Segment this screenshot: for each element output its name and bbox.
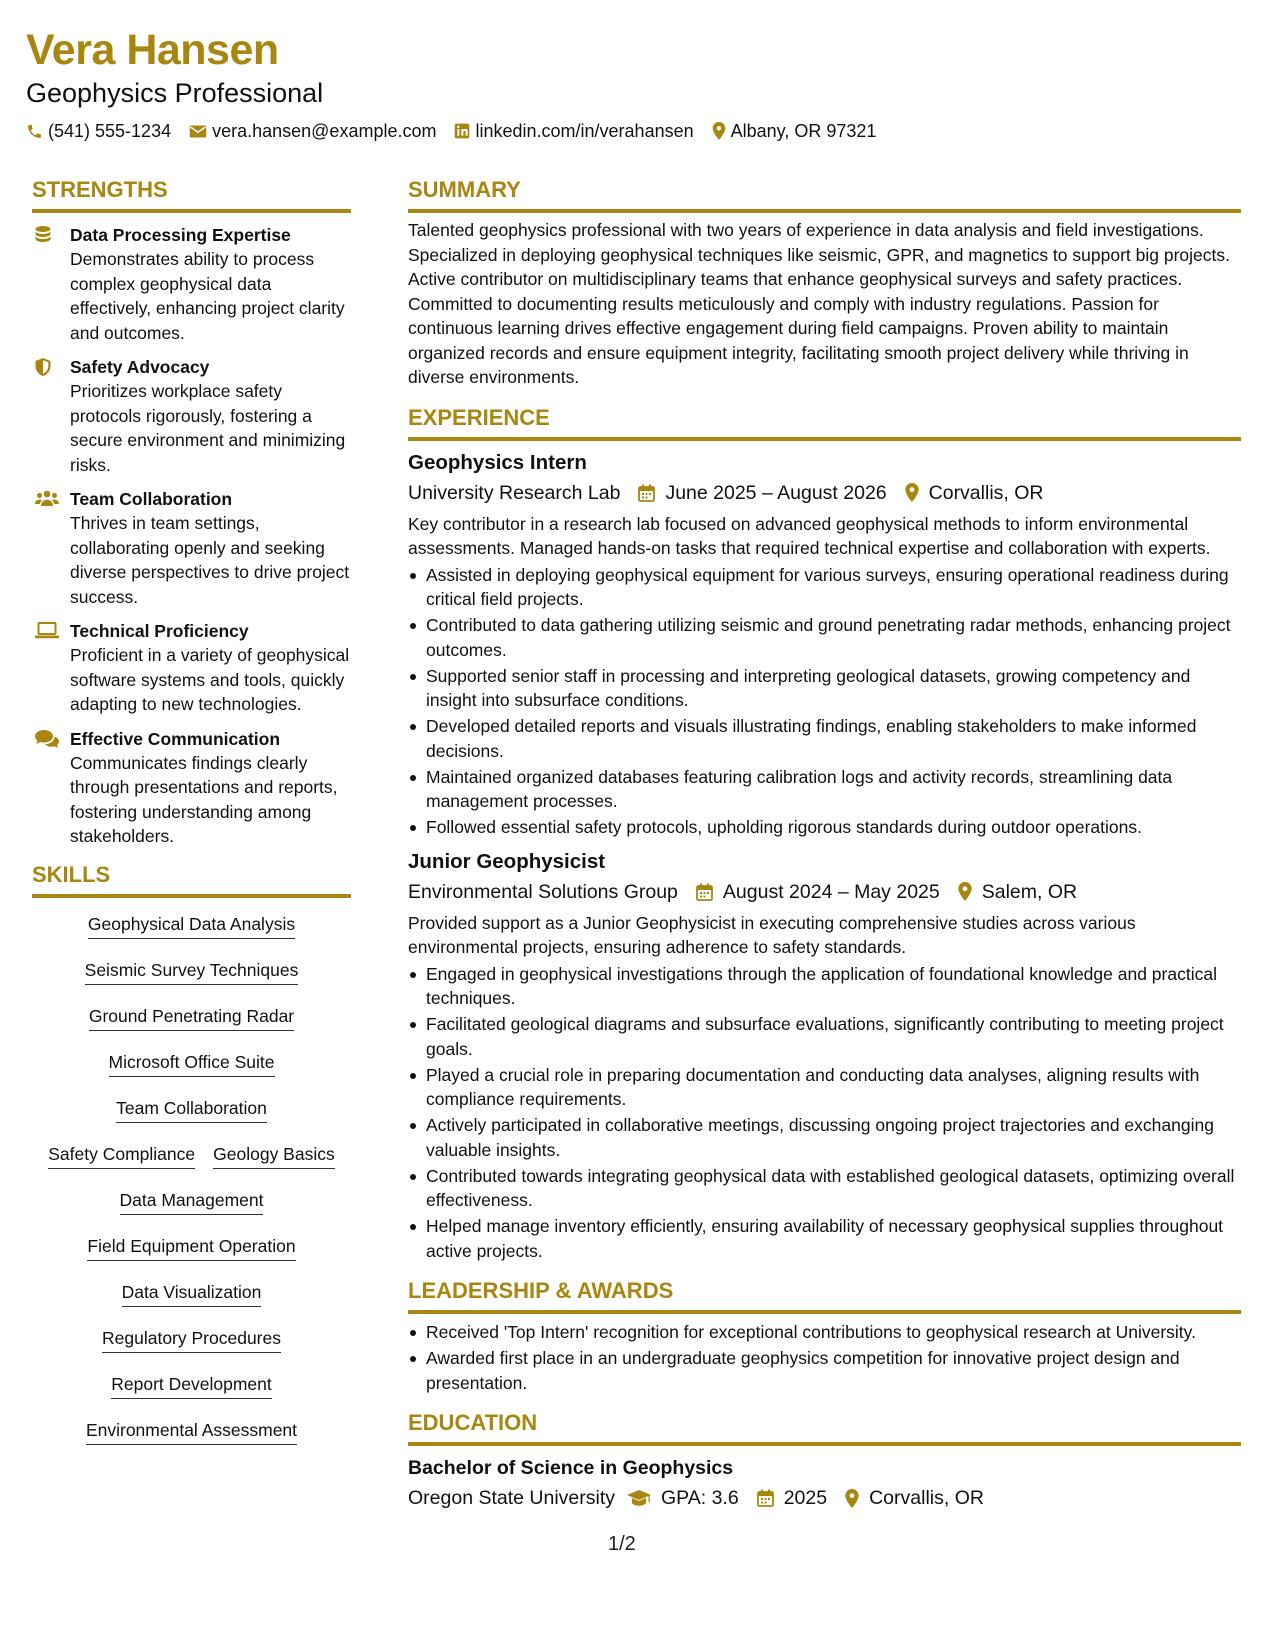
- section-heading-skills: SKILLS: [32, 861, 351, 898]
- bullet-item: Actively participated in collaborative meetings, discussing ongoing project trajectories and exchanging valuable insights.: [408, 1113, 1241, 1162]
- linkedin-icon: [454, 123, 470, 139]
- contact-location: [712, 119, 877, 143]
- skill-tag: Safety Compliance: [48, 1142, 195, 1169]
- leadership-section: [408, 1277, 1241, 1395]
- education-location: Corvallis, OR: [845, 1484, 984, 1512]
- leadership-bullets: [408, 1320, 1241, 1395]
- strength-item: [32, 727, 351, 849]
- job-org: University Research Lab: [408, 481, 621, 504]
- bullet-item: Contributed towards integrating geophysical data with established geological datasets, optimizing overall effectiveness.: [408, 1164, 1241, 1213]
- phone-text: (541) 555-1234: [48, 121, 172, 141]
- contact-email[interactable]: [189, 119, 436, 143]
- map-pin-icon: [845, 1489, 859, 1508]
- strength-title: Effective Communication: [70, 728, 281, 749]
- job-dates: June 2025 – August 2026: [638, 479, 886, 507]
- page-number: 1/2: [608, 1533, 636, 1555]
- strength-title: Data Processing Expertise: [70, 225, 291, 245]
- experience-section: [408, 404, 1241, 1264]
- section-heading-education: EDUCATION: [408, 1409, 1241, 1446]
- section-heading-leadership: LEADERSHIP & AWARDS: [408, 1277, 1241, 1314]
- education-meta: [408, 1484, 1241, 1512]
- skill-tag: Ground Penetrating Radar: [89, 1004, 294, 1031]
- skill-tag: Environmental Assessment: [86, 1418, 297, 1445]
- bullet-item: Engaged in geophysical investigations through the application of foundational knowledge and practical techniques.: [408, 962, 1241, 1011]
- strength-desc: Communicates findings clearly through presentations and reports, fostering understanding among stakeholders.: [70, 752, 338, 846]
- job-description: Provided support as a Junior Geophysicist in executing comprehensive studies across various environmental projects, ensuring adherence to safety standards.: [408, 912, 1136, 957]
- shield-icon: [35, 358, 51, 376]
- bullet-item: Followed essential safety protocols, upholding rigorous standards during outdoor operations.: [408, 815, 1241, 840]
- location-text: Albany, OR 97321: [730, 121, 877, 141]
- skill-tag: Regulatory Procedures: [102, 1326, 281, 1353]
- gpa: GPA: 3.6: [627, 1484, 739, 1512]
- calendar-icon: [638, 484, 655, 502]
- job-description: Key contributor in a research lab focused on advanced geophysical methods to inform environmental assessments. Managed hands-on tasks that required technical expertise and collaboration with experts.: [408, 513, 1211, 558]
- bullet-item: Supported senior staff in processing and interpreting geological datasets, growing competency and insight into subsurface conditions.: [408, 664, 1241, 713]
- school-name: Oregon State University: [408, 1487, 616, 1509]
- contact-linkedin[interactable]: [454, 119, 693, 143]
- strength-desc: Proficient in a variety of geophysical software systems and tools, quickly adapting to new technologies.: [70, 645, 350, 714]
- bullet-item: Contributed to data gathering utilizing seismic and ground penetrating radar methods, enhancing project outcomes.: [408, 613, 1241, 662]
- contact-bar: [26, 119, 894, 143]
- bullet-item: Helped manage inventory efficiently, ensuring availability of necessary geophysical supplies throughout active projects.: [408, 1214, 1241, 1263]
- strength-item: [32, 223, 351, 345]
- strength-item: [32, 619, 351, 717]
- section-heading-experience: EXPERIENCE: [408, 404, 1241, 441]
- laptop-icon: [35, 622, 59, 639]
- bullet-item: Played a crucial role in preparing documentation and conducting data analyses, aligning results with compliance requirements.: [408, 1063, 1241, 1112]
- graduation-cap-icon: [627, 1490, 651, 1507]
- job-title: Junior Geophysicist: [408, 849, 606, 873]
- skill-tag: Geophysical Data Analysis: [88, 912, 295, 939]
- skills-section: [32, 861, 351, 1464]
- strength-desc: Demonstrates ability to process complex geophysical data effectively, enhancing project clarity and outcomes.: [70, 249, 345, 343]
- section-heading-strengths: STRENGTHS: [32, 176, 351, 213]
- section-heading-summary: SUMMARY: [408, 176, 1241, 213]
- calendar-icon: [696, 883, 713, 901]
- right-column: [408, 176, 1241, 1512]
- skill-tag: Report Development: [111, 1372, 272, 1399]
- linkedin-link[interactable]: linkedin.com/in/verahansen: [475, 121, 694, 141]
- users-icon: [35, 490, 59, 507]
- skill-tag: Team Collaboration: [116, 1096, 267, 1123]
- education-section: [408, 1409, 1241, 1512]
- bullet-item: Received 'Top Intern' recognition for exceptional contributions to geophysical research at University.: [408, 1320, 1241, 1345]
- bullet-item: Awarded first place in an undergraduate geophysics competition for innovative project design and presentation.: [408, 1346, 1241, 1395]
- skill-tag: Data Management: [120, 1188, 264, 1215]
- job-entry: [408, 848, 1241, 1264]
- phone-icon: [26, 123, 43, 140]
- strength-title: Safety Advocacy: [70, 357, 210, 377]
- map-pin-icon: [905, 483, 919, 502]
- strength-item: [32, 355, 351, 477]
- skill-tag: Field Equipment Operation: [87, 1234, 295, 1261]
- skill-tag: Data Visualization: [122, 1280, 262, 1307]
- comments-icon: [35, 730, 59, 748]
- bullet-item: Maintained organized databases featuring calibration logs and activity records, streamlining data management processes.: [408, 765, 1241, 814]
- skill-tag: Seismic Survey Techniques: [85, 958, 299, 985]
- summary-section: [408, 176, 1241, 390]
- job-dates: August 2024 – May 2025: [696, 878, 940, 906]
- job-location: Corvallis, OR: [905, 479, 1044, 507]
- job-org: Environmental Solutions Group: [408, 880, 678, 903]
- job-meta: [408, 878, 1241, 906]
- skill-tag: Geology Basics: [213, 1142, 335, 1169]
- candidate-title: Geophysics Professional: [26, 78, 324, 108]
- job-location: Salem, OR: [958, 878, 1077, 906]
- job-bullets: [408, 962, 1241, 1264]
- contact-phone: [26, 119, 171, 143]
- resume-header: [26, 26, 894, 143]
- map-pin-icon: [712, 122, 726, 140]
- bullet-item: Developed detailed reports and visuals illustrating findings, enabling stakeholders to make informed decisions.: [408, 714, 1241, 763]
- strength-title: Team Collaboration: [70, 489, 233, 509]
- map-pin-icon: [958, 882, 972, 901]
- envelope-icon: [189, 124, 207, 139]
- skill-tag: Microsoft Office Suite: [109, 1050, 275, 1077]
- strength-title: Technical Proficiency: [70, 621, 249, 641]
- graduation-year: 2025: [757, 1484, 827, 1512]
- bullet-item: Assisted in deploying geophysical equipment for various surveys, ensuring operational readiness during critical field projects.: [408, 563, 1241, 612]
- candidate-name: Vera Hansen: [26, 26, 279, 74]
- job-title: Geophysics Intern: [408, 450, 587, 474]
- job-entry: [408, 449, 1241, 840]
- summary-text: Talented geophysics professional with two years of experience in data analysis and field investigations. Specialized in deploying geophysical techniques like seismic, GPR, and magnetics to support big projects. Active contributor on multidisciplinary teams that enhance geophysical surveys and safety practices. Committed to documenting results meticulously and comply with industry regulations. Passion for continuous learning drives effective engagement during field campaigns. Proven ability to maintain organized records and ensure equipment integrity, facilitating smooth project delivery while thriving in diverse environments.: [408, 220, 1230, 387]
- bullet-item: Facilitated geological diagrams and subsurface evaluations, significantly contributing to meeting project goals.: [408, 1012, 1241, 1061]
- email-link[interactable]: vera.hansen@example.com: [212, 121, 437, 141]
- strength-desc: Prioritizes workplace safety protocols rigorously, fostering a secure environment and minimizing risks.: [70, 381, 346, 475]
- database-icon: [35, 226, 51, 244]
- calendar-icon: [757, 1489, 774, 1507]
- degree-title: Bachelor of Science in Geophysics: [408, 1457, 734, 1479]
- job-bullets: [408, 563, 1241, 840]
- job-meta: [408, 479, 1241, 507]
- left-column: [32, 176, 351, 1464]
- skills-list: [32, 912, 351, 1464]
- strengths-section: [32, 176, 351, 849]
- strength-item: [32, 487, 351, 609]
- strength-desc: Thrives in team settings, collaborating openly and seeking diverse perspectives to drive project success.: [70, 513, 350, 607]
